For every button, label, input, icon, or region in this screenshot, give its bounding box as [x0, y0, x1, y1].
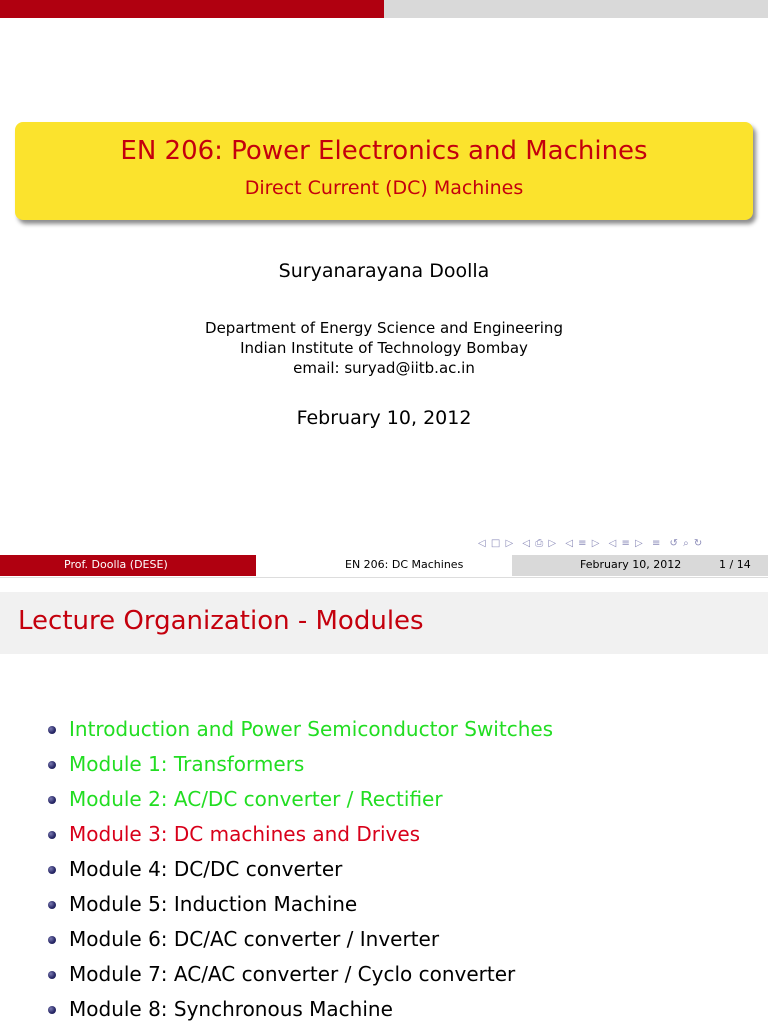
presentation-subtitle: Direct Current (DC) Machines — [244, 177, 524, 199]
nav-slide-icon[interactable]: ◁ ≡ ▷ — [608, 538, 644, 549]
bullet-icon — [48, 726, 56, 734]
bullet-icon — [48, 866, 56, 874]
module-label: Module 6: DC/AC converter / Inverter — [69, 927, 440, 951]
footer-author-cell — [0, 555, 256, 576]
bullet-icon — [48, 901, 56, 909]
bullet-icon — [48, 761, 56, 769]
bullet-icon — [48, 936, 56, 944]
presentation-date: February 10, 2012 — [296, 407, 472, 429]
presentation-title: EN 206: Power Electronics and Machines — [120, 136, 648, 166]
email-line: email: suryad@iitb.ac.in — [293, 359, 475, 377]
module-list-item — [0, 852, 768, 887]
module-label: Module 2: AC/DC converter / Rectifier — [69, 787, 443, 811]
footer-bar — [0, 555, 768, 576]
bullet-icon — [48, 1006, 56, 1014]
module-list-item — [0, 712, 768, 747]
institute-block — [0, 318, 768, 378]
bullet-icon — [48, 796, 56, 804]
module-list — [0, 712, 768, 1027]
module-label: Module 3: DC machines and Drives — [69, 822, 421, 846]
footer-date-cell — [512, 555, 768, 576]
frame-title-bar — [0, 592, 768, 654]
footer-author: Prof. Doolla (DESE) — [64, 558, 168, 571]
institute-line: Indian Institute of Technology Bombay — [240, 339, 528, 357]
module-label: Module 5: Induction Machine — [69, 892, 358, 916]
title-box — [15, 122, 753, 220]
module-label: Introduction and Power Semiconductor Switches — [69, 717, 554, 741]
nav-appendix-icon[interactable]: ≡ — [651, 538, 662, 549]
module-list-item — [0, 887, 768, 922]
module-list-item — [0, 817, 768, 852]
department-line: Department of Energy Science and Engineering — [205, 319, 563, 337]
module-list-item — [0, 992, 768, 1027]
navigation-symbols[interactable] — [478, 538, 768, 552]
module-list-item — [0, 747, 768, 782]
module-list-item — [0, 922, 768, 957]
module-list-item — [0, 782, 768, 817]
module-list-item — [0, 957, 768, 992]
header-bar — [0, 0, 768, 18]
nav-section-icon[interactable]: ◁ ≡ ▷ — [565, 538, 601, 549]
module-label: Module 8: Synchronous Machine — [69, 997, 393, 1021]
header-bar-left — [0, 0, 384, 18]
bullet-icon — [48, 971, 56, 979]
header-bar-right — [384, 0, 768, 18]
footer-short-title: EN 206: DC Machines — [345, 558, 464, 571]
footer-title-cell — [256, 555, 512, 576]
footer-date: February 10, 2012 — [580, 558, 682, 571]
nav-frame-icon[interactable]: ◁ □ ▷ — [478, 538, 515, 549]
nav-search-icon[interactable]: ↺ ⌕ ↻ — [669, 538, 704, 549]
module-label: Module 4: DC/DC converter — [69, 857, 343, 881]
frame-title: Lecture Organization - Modules — [18, 606, 424, 636]
footer-page-number: 1 / 14 — [719, 558, 751, 571]
author-name: Suryanarayana Doolla — [278, 260, 490, 282]
module-label: Module 7: AC/AC converter / Cyclo converter — [69, 962, 516, 986]
nav-subsection-icon[interactable]: ◁ ⎙ ▷ — [522, 538, 558, 549]
modules-slide — [0, 577, 768, 1025]
bullet-icon — [48, 831, 56, 839]
module-label: Module 1: Transformers — [69, 752, 305, 776]
